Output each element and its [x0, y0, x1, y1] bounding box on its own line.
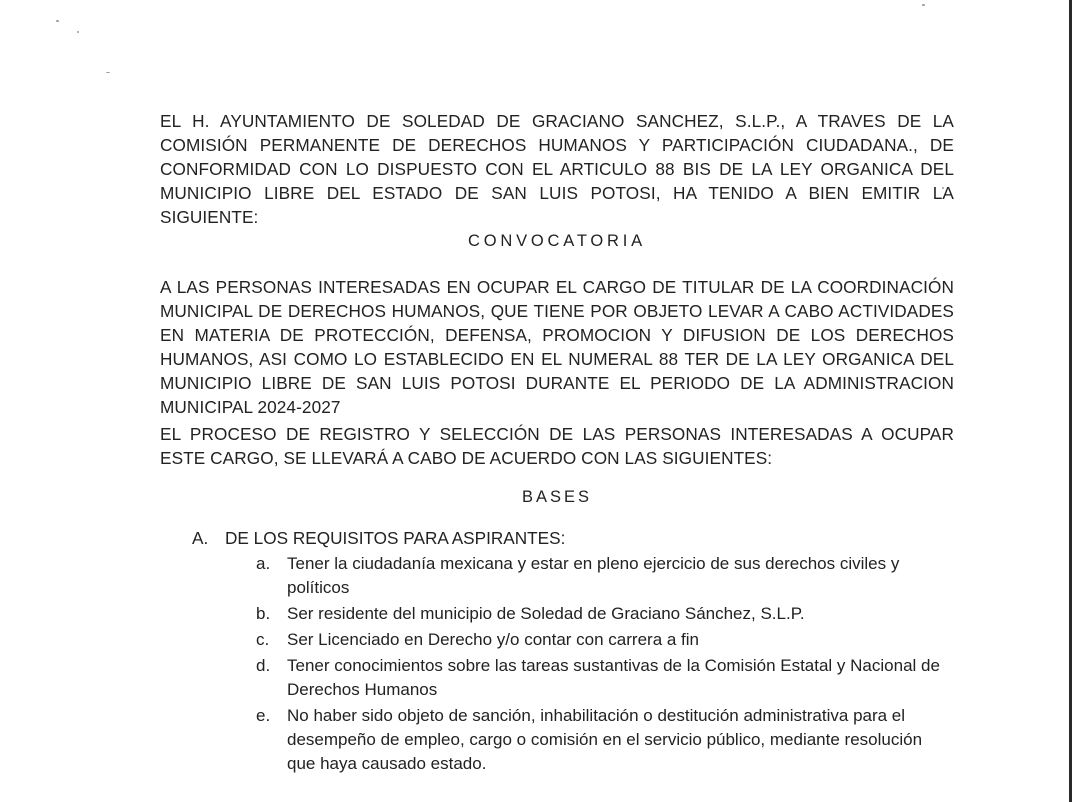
list-item-text: No haber sido objeto de sanción, inhabilitación o destitución administrativa para el desempeño de empleo, cargo o comisión en el servicio público, mediante resolución que haya causado estado. [287, 706, 923, 773]
purpose-paragraph: A LAS PERSONAS INTERESADAS EN OCUPAR EL CARGO DE TITULAR DE LA COORDINACIÓN MUNICIPAL DE DERECHOS HUMANOS, QUE TIENE POR OBJETO LEVAR A CABO ACTIVIDADES EN MATERIA DE PROTECCIÓN, DEFENSA, PROMOCION Y DIFUSION DE LOS DERECHOS HUMANOS, ASI COMO LO ESTABLECIDO EN EL NUMERAL 88 TER DE LA LEY ORGANICA DEL MUNICIPIO LIBRE DE SAN LUIS POTOSI DURANTE EL PERIODO DE LA ADMINISTRACION MUNICIPAL 2024-2027 [160, 277, 954, 417]
section-a-marker: A. [192, 528, 209, 548]
list-item [256, 628, 954, 652]
process-paragraph: EL PROCESO DE REGISTRO Y SELECCIÓN DE LAS PERSONAS INTERESADAS A OCUPAR ESTE CARGO, SE LLEVARÁ A CABO DE ACUERDO CON LAS SIGUIENTES: [160, 424, 954, 468]
scan-speck [922, 4, 925, 6]
scan-speck [77, 31, 79, 33]
list-item [256, 704, 954, 776]
section-a-heading [192, 526, 565, 550]
list-item-marker: d. [256, 656, 271, 675]
list-item-marker: b. [256, 604, 271, 623]
list-item [256, 602, 954, 626]
list-item-text: Ser Licenciado en Derecho y/o contar con carrera a fin [287, 630, 700, 649]
list-item [256, 654, 954, 702]
intro-paragraph: EL H. AYUNTAMIENTO DE SOLEDAD DE GRACIANO SANCHEZ, S.L.P., A TRAVES DE LA COMISIÓN PERMANENTE DE DERECHOS HUMANOS Y PARTICIPACIÓN CIUDADANA., DE CONFORMIDAD CON LO DISPUESTO CON EL ARTICULO 88 BIS DE LA LEY ORGANICA DEL MUNICIPIO LIBRE DEL ESTADO DE SAN LUIS POTOSI, HA TENIDO A BIEN EMITIR LA SIGUIENTE: [160, 111, 954, 227]
list-item-text: Ser residente del municipio de Soledad de Graciano Sánchez, S.L.P. [287, 604, 805, 623]
list-item-text: Tener conocimientos sobre las tareas sustantivas de la Comisión Estatal y Nacional de Derechos Humanos [287, 656, 940, 699]
document-title: CONVOCATORIA [468, 232, 646, 250]
list-item-text: Tener la ciudadanía mexicana y estar en pleno ejercicio de sus derechos civiles y políticos [287, 554, 900, 597]
list-item-marker: a. [256, 554, 271, 573]
list-item-marker: c. [256, 630, 270, 649]
list-item [256, 552, 954, 600]
list-item-marker: e. [256, 706, 271, 725]
requirements-list [256, 552, 954, 778]
section-a-title: DE LOS REQUISITOS PARA ASPIRANTES: [225, 528, 566, 548]
scan-speck [56, 20, 59, 22]
scan-speck [106, 72, 110, 73]
bases-heading: BASES [521, 488, 593, 506]
